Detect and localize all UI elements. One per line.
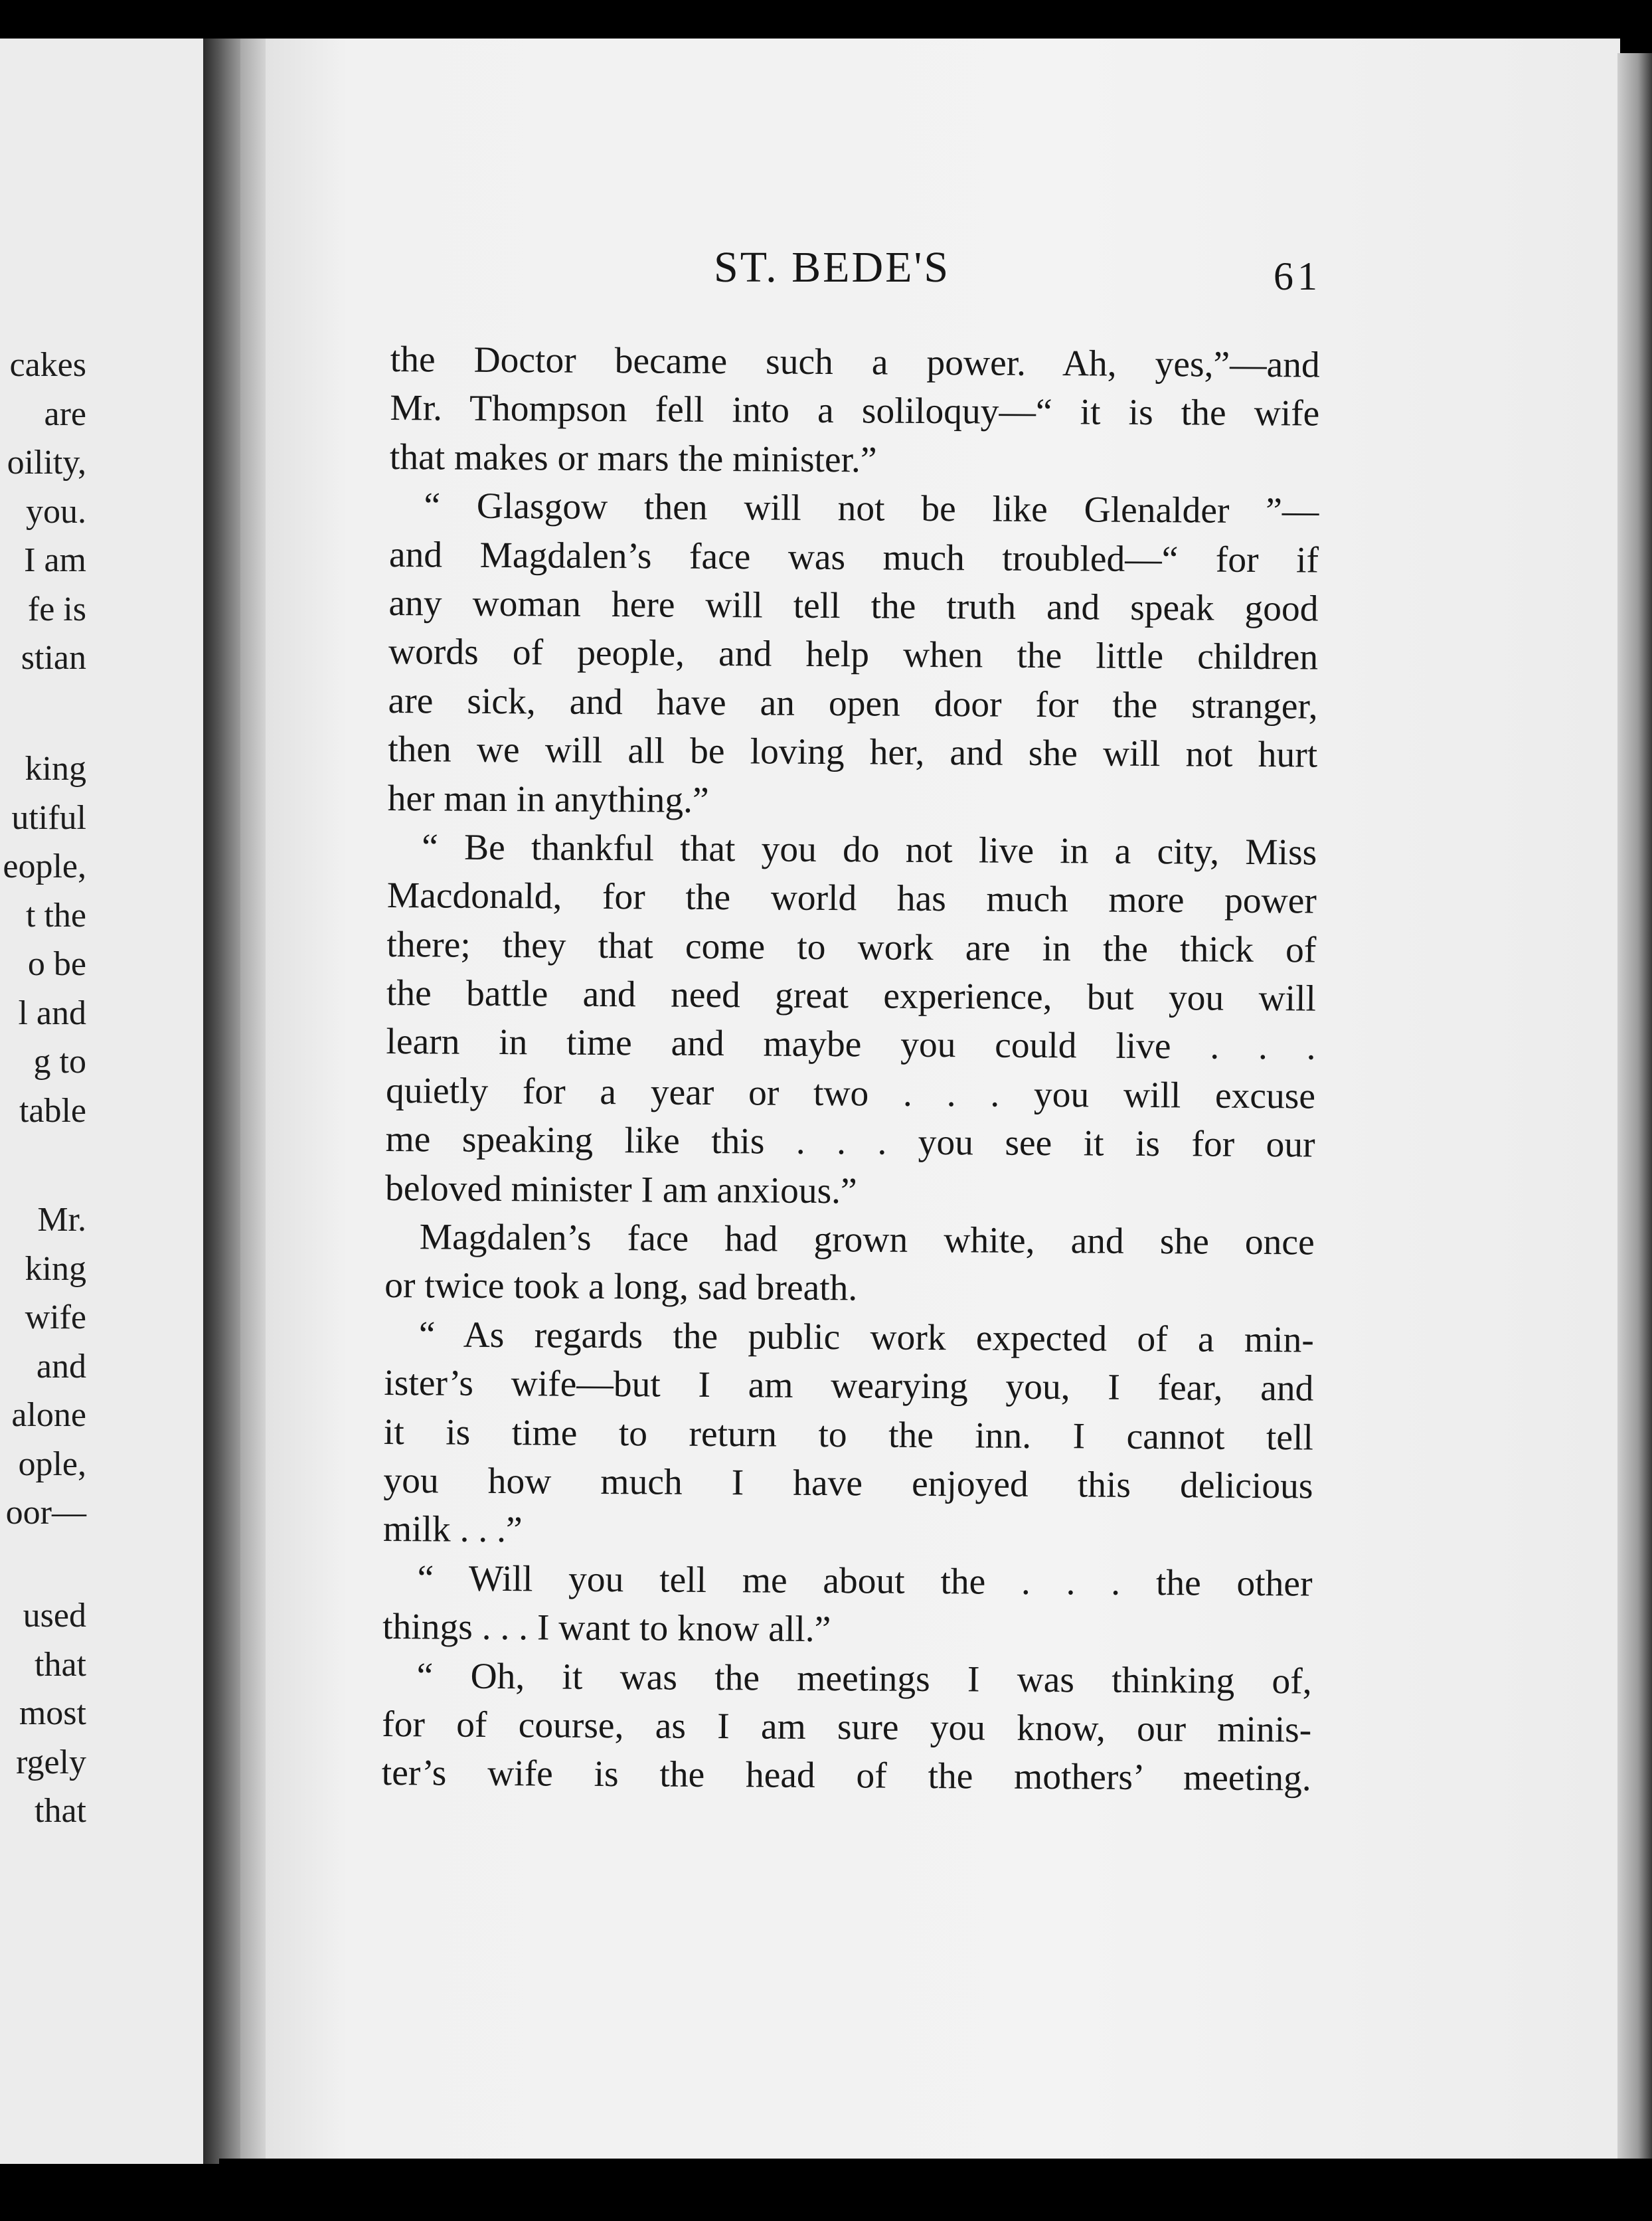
- previous-page-line-fragment: ople,: [18, 1445, 86, 1483]
- book-gutter-highlight: [240, 39, 267, 2171]
- previous-page-line-fragment: Mr.: [37, 1201, 86, 1239]
- text-line: the Doctor became such a power. Ah, yes,”—and: [390, 339, 1320, 386]
- text-line: quietly for a year or two . . . you will excuse: [385, 1070, 1316, 1117]
- text-line: the battle and need great experience, but you will: [386, 973, 1317, 1020]
- previous-page-line-fragment: fe is: [27, 590, 86, 628]
- text-line: her man in anything.”: [387, 778, 709, 821]
- text-line: “ Be thankful that you do not live in a city, Miss: [422, 827, 1317, 873]
- text-line: that makes or mars the minister.”: [389, 436, 877, 481]
- previous-page-line-fragment: oility,: [7, 444, 86, 482]
- text-line: and Magdalen’s face was much troubled—“ for if: [388, 534, 1319, 581]
- text-line: then we will all be loving her, and she will not hurt: [388, 729, 1318, 776]
- text-line: you how much I have enjoyed this delicious: [383, 1460, 1313, 1507]
- previous-page-line-fragment: stian: [21, 639, 86, 677]
- previous-page-line-fragment: g to: [33, 1043, 86, 1081]
- text-line: “ As regards the public work expected of a min-: [418, 1314, 1314, 1361]
- previous-page-line-fragment: that: [35, 1645, 86, 1684]
- previous-page-fragment: [0, 39, 219, 2164]
- bottom-border: [219, 2159, 1652, 2221]
- text-line: milk . . .”: [382, 1509, 523, 1551]
- previous-page-line-fragment: l and: [18, 994, 86, 1032]
- text-line: Macdonald, for the world has much more power: [386, 875, 1317, 922]
- previous-page-line-fragment: and: [36, 1347, 86, 1385]
- previous-page-text-group: [7, 341, 86, 683]
- previous-page-line-fragment: alone: [11, 1396, 86, 1434]
- previous-page-line-fragment: you.: [26, 492, 86, 531]
- previous-page-line-fragment: oor—: [5, 1494, 86, 1532]
- text-line: words of people, and help when the little children: [388, 632, 1319, 678]
- previous-page-text-group: [16, 1591, 86, 1836]
- previous-page-line-fragment: cakes: [9, 346, 86, 384]
- text-line: “ Will you tell me about the . . . the other: [417, 1558, 1313, 1605]
- text-line: ter’s wife is the head of the mothers’ meeting.: [381, 1753, 1311, 1799]
- page-number: 61: [1274, 254, 1321, 298]
- text-line: Magdalen’s face had grown white, and she once: [419, 1217, 1315, 1263]
- text-line: it is time to return to the inn. I cannot tell: [383, 1411, 1314, 1459]
- previous-page-line-fragment: king: [25, 1249, 86, 1288]
- text-line: there; they that come to work are in the thick of: [386, 924, 1317, 971]
- text-line: “ Oh, it was the meetings I was thinking of,: [416, 1655, 1312, 1702]
- running-head: ST. BEDE'S: [714, 243, 951, 292]
- previous-page-line-fragment: are: [44, 395, 86, 433]
- text-line: “ Glasgow then will not be like Glenalder ”—: [424, 486, 1319, 532]
- text-line: things . . . I want to know all.”: [382, 1607, 831, 1650]
- text-line: are sick, and have an open door for the stranger,: [388, 680, 1318, 727]
- previous-page-line-fragment: wife: [25, 1298, 86, 1336]
- previous-page-line-fragment: king: [25, 750, 86, 788]
- previous-page-text-group: [3, 745, 86, 1135]
- previous-page-line-fragment: rgely: [16, 1743, 86, 1781]
- text-line: ister’s wife—but I am wearying you, I fear, and: [384, 1363, 1314, 1409]
- previous-page-line-fragment: used: [23, 1597, 86, 1635]
- page-edge-shadow: [1617, 53, 1652, 2165]
- previous-page-line-fragment: eople,: [3, 847, 86, 885]
- text-line: or twice took a long, sad breath.: [384, 1265, 858, 1309]
- previous-page-line-fragment: that: [35, 1792, 86, 1830]
- body-text: [382, 335, 1320, 1803]
- previous-page-line-fragment: utiful: [11, 798, 86, 837]
- text-line: any woman here will tell the truth and speak good: [388, 582, 1319, 630]
- previous-page-text-group: [6, 1196, 86, 1538]
- text-line: learn in time and maybe you could live . . .: [386, 1022, 1316, 1069]
- previous-page-line-fragment: table: [19, 1091, 86, 1130]
- book-gutter-shadow: [203, 39, 240, 2164]
- text-line: for of course, as I am sure you know, our minis-: [382, 1704, 1312, 1751]
- text-line: beloved minister I am anxious.”: [384, 1168, 857, 1211]
- previous-page-line-fragment: most: [19, 1694, 86, 1732]
- text-line: Mr. Thompson fell into a soliloquy—“ it is the wife: [390, 388, 1320, 434]
- previous-page-line-fragment: o be: [27, 945, 86, 983]
- text-line: me speaking like this . . . you see it is for our: [385, 1119, 1315, 1166]
- previous-page-line-fragment: t the: [26, 896, 86, 934]
- previous-page-line-fragment: I am: [24, 541, 86, 579]
